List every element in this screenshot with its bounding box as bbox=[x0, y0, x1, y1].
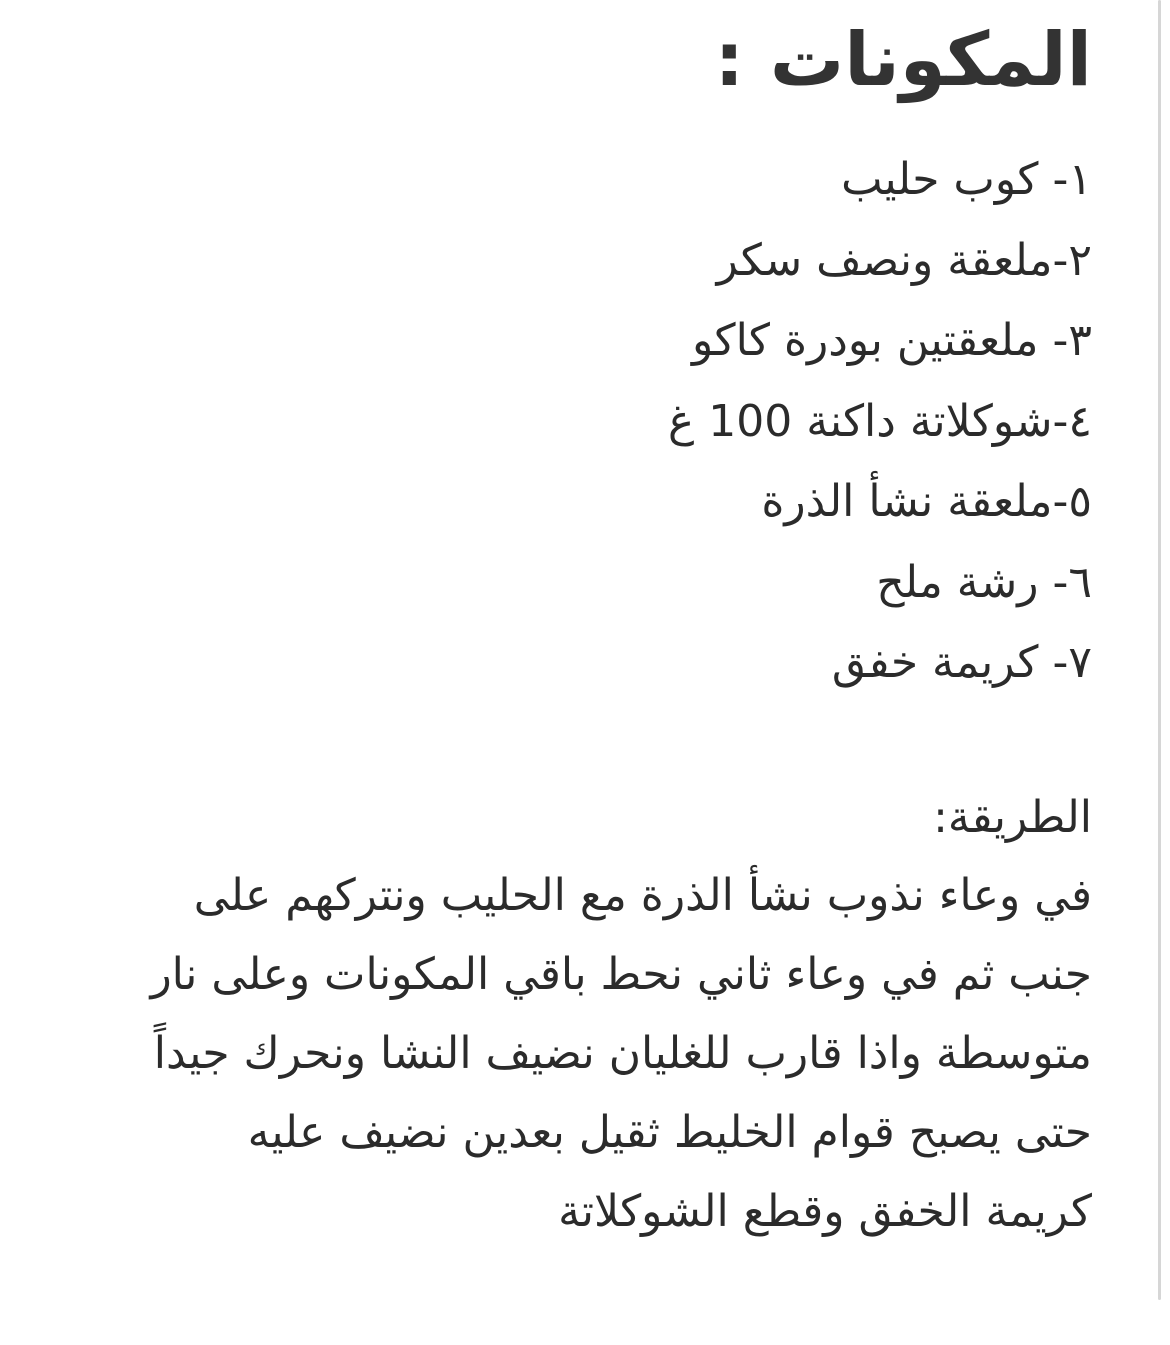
ingredients-list bbox=[668, 140, 1092, 704]
ingredient-item: ٤-شوكلاتة داكنة 100 غ bbox=[668, 395, 1092, 447]
ingredient-item: ٣- ملعقتين بودرة كاكو bbox=[691, 315, 1092, 366]
method-heading: الطريقة: bbox=[933, 792, 1092, 843]
method-line: جنب ثم في وعاء ثاني نحط باقي المكونات وعلى نار bbox=[150, 949, 1092, 1000]
ingredient-item: ٢-ملعقة ونصف سكر bbox=[716, 234, 1092, 286]
ingredient-item: ٥-ملعقة نشأ الذرة bbox=[761, 476, 1092, 527]
vertical-scrollbar[interactable] bbox=[1158, 0, 1161, 1300]
method-line: في وعاء نذوب نشأ الذرة مع الحليب ونتركهم على bbox=[193, 870, 1092, 921]
ingredients-heading: المكونات : bbox=[714, 17, 1092, 103]
method-line: متوسطة واذا قارب للغليان نضيف النشا ونحرك جيداً bbox=[153, 1028, 1092, 1079]
method-paragraph bbox=[150, 858, 1092, 1253]
ingredient-item: ٦- رشة ملح bbox=[876, 556, 1092, 608]
ingredient-item: ٧- كريمة خفق bbox=[831, 637, 1092, 688]
ingredient-item: ١- كوب حليب bbox=[841, 154, 1092, 205]
method-line: حتى يصبح قوام الخليط ثقيل بعدين نضيف عليه bbox=[247, 1107, 1092, 1158]
method-line: كريمة الخفق وقطع الشوكلاتة bbox=[558, 1186, 1092, 1237]
